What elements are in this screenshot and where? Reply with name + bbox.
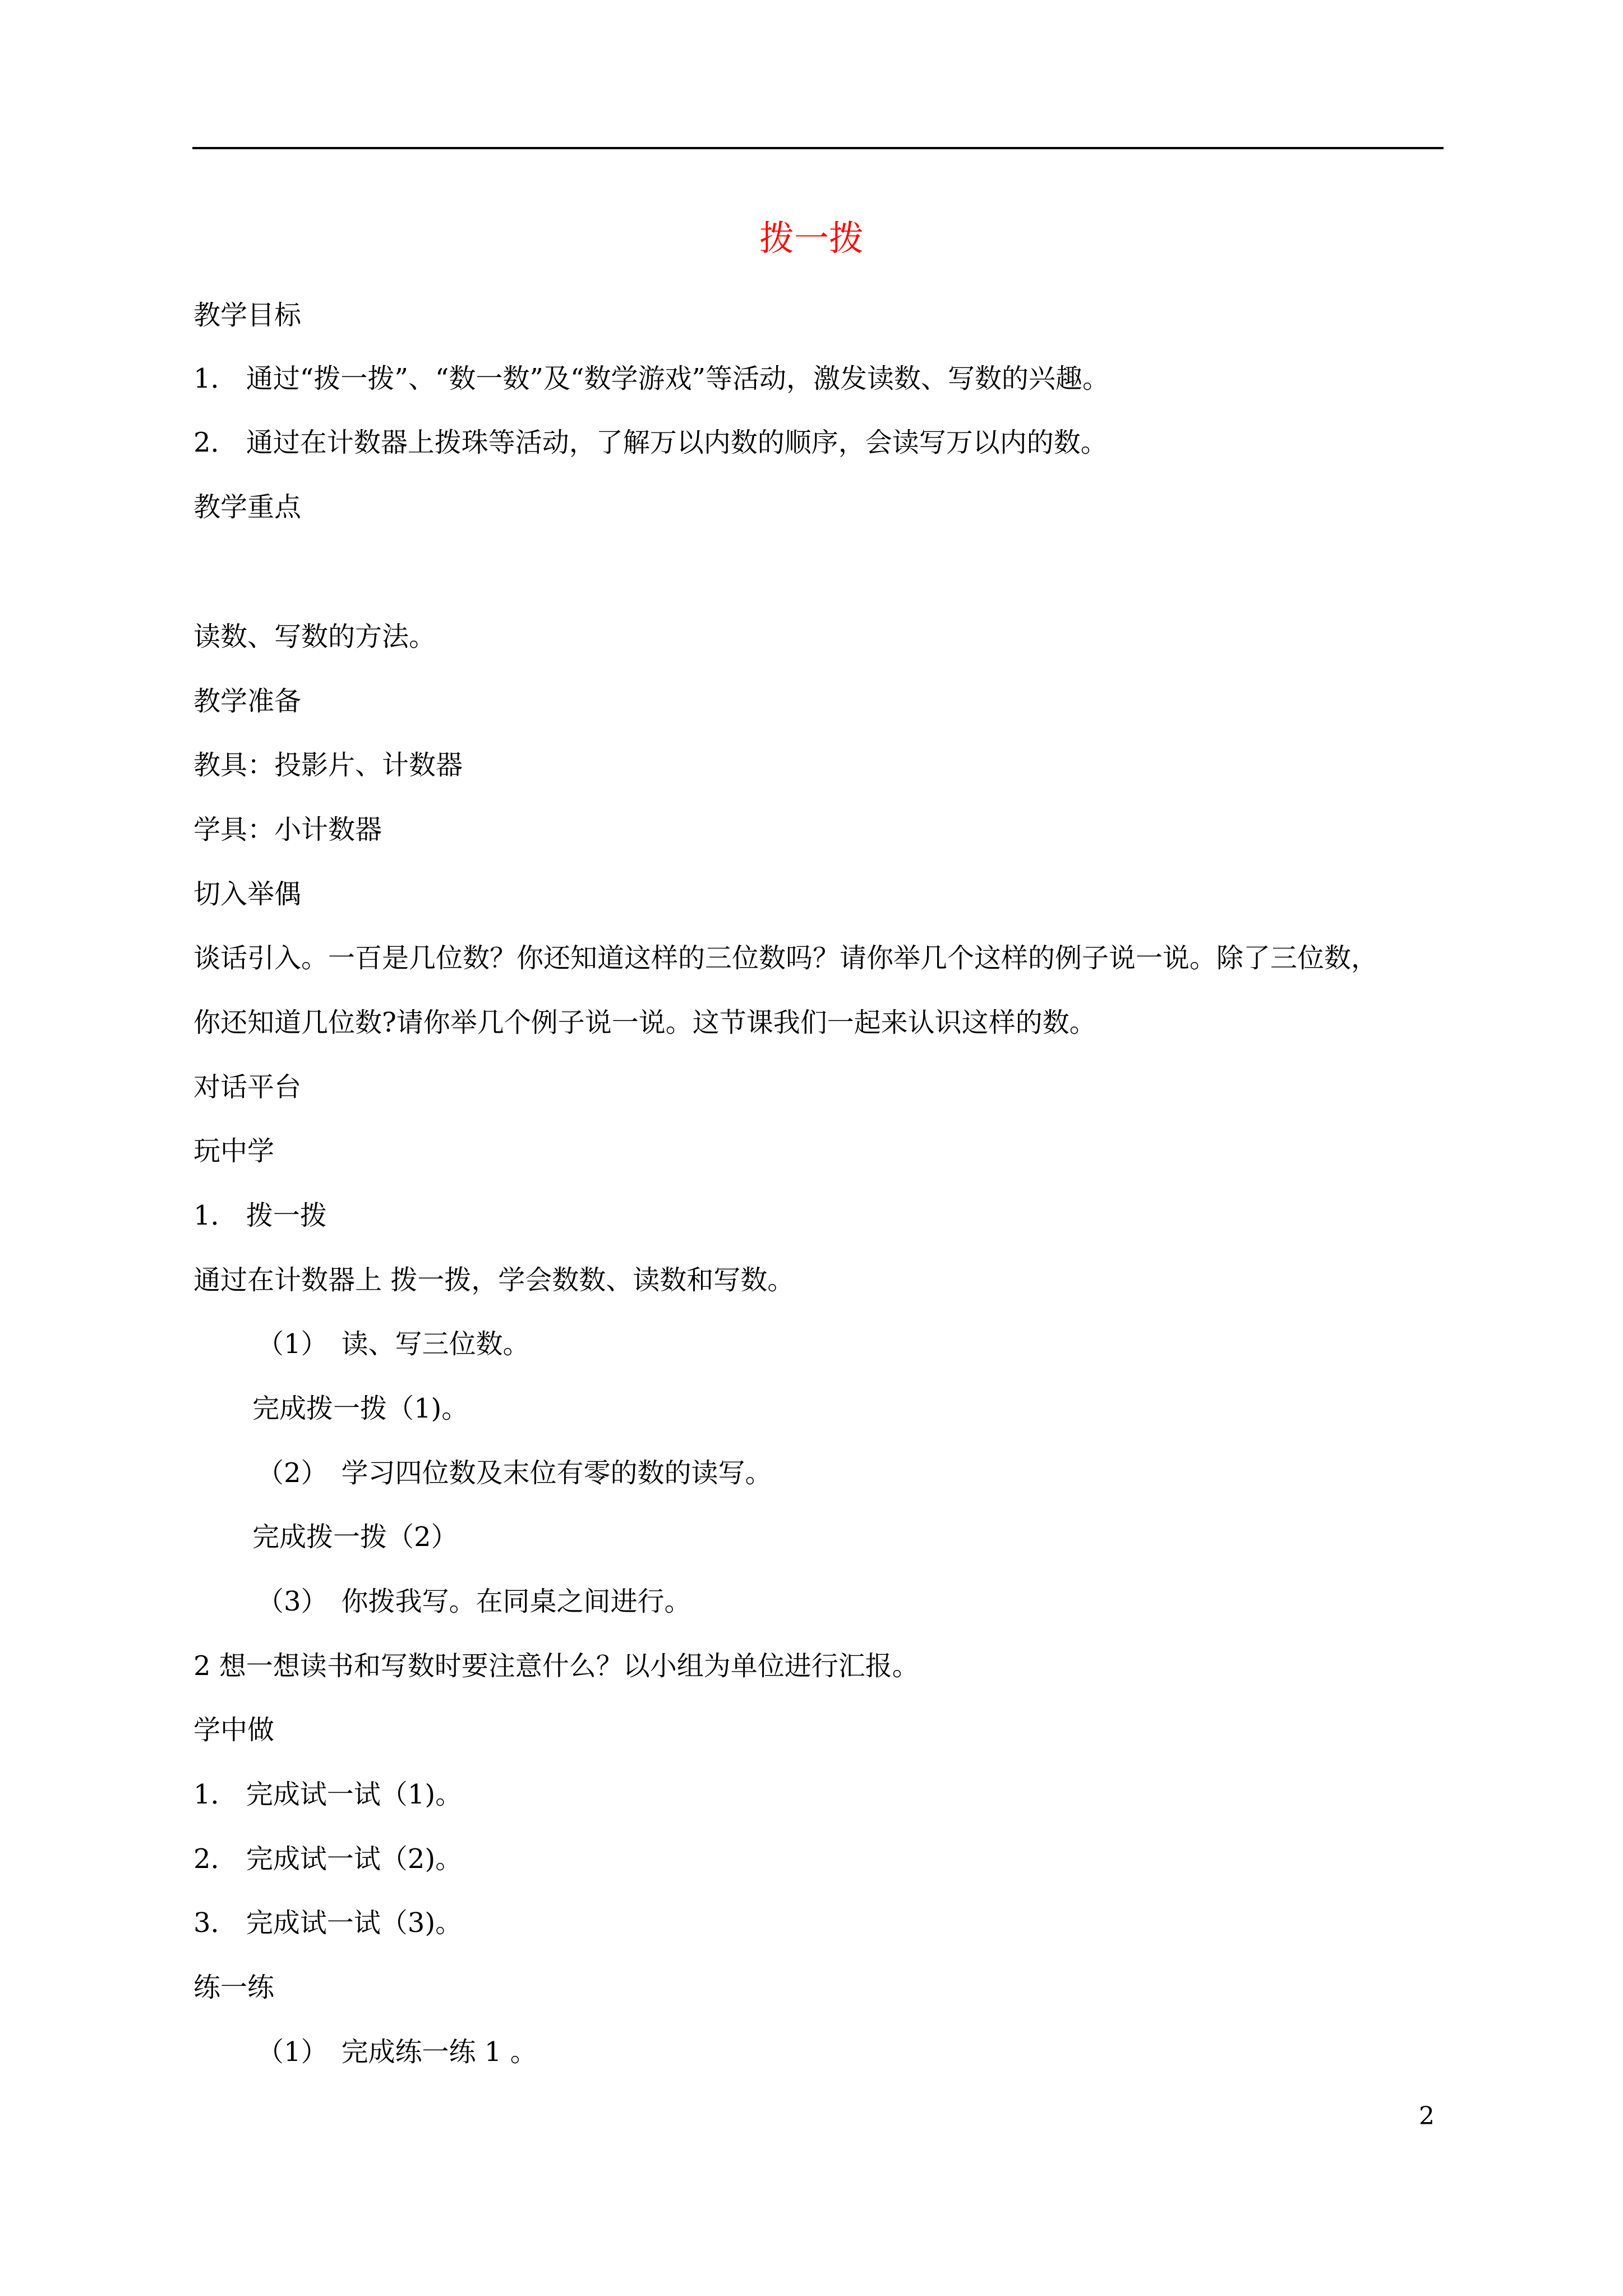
- heading-learn-through-play: 玩中学: [193, 1135, 275, 1167]
- sub-item-2-task: 完成拨一拨（2）: [252, 1521, 458, 1553]
- try-item-1: 1． 完成试一试（1)。: [193, 1779, 463, 1810]
- practice-item-1: （1） 完成练一练 1 。: [257, 2036, 537, 2068]
- prep-teacher-tools: 教具：投影片、计数器: [193, 749, 463, 781]
- heading-practice: 练一练: [193, 1972, 275, 2003]
- sub-item-3: （3） 你拨我写。在同桌之间进行。: [257, 1586, 691, 1617]
- sub-item-1-task: 完成拨一拨（1)。: [252, 1393, 469, 1424]
- document-title: 拨一拨: [759, 218, 864, 259]
- prep-student-tools: 学具：小计数器: [193, 814, 382, 845]
- goal-item-1: 1． 通过“拨一拨”、“数一数”及“数学游戏”等活动，激发读数、写数的兴趣。: [193, 363, 1110, 394]
- heading-teaching-prep: 教学准备: [193, 685, 302, 717]
- goal-item-2: 2． 通过在计数器上拨珠等活动，了解万以内数的顺序，会读写万以内的数。: [193, 427, 1108, 458]
- page-number: 2: [1419, 2102, 1435, 2131]
- heading-dialogue-platform: 对话平台: [193, 1071, 302, 1103]
- try-item-2: 2． 完成试一试（2)。: [193, 1843, 463, 1875]
- sub-item-2: （2） 学习四位数及末位有零的数的读写。: [257, 1457, 772, 1489]
- heading-introduction: 切入举偶: [193, 878, 302, 910]
- heading-learn-by-doing: 学中做: [193, 1714, 275, 1746]
- intro-paragraph-line-2: 你还知道几位数?请你举几个例子说一说。这节课我们一起来认识这样的数。: [193, 1007, 1096, 1038]
- activity-1-heading: 1． 拨一拨: [193, 1200, 327, 1231]
- header-rule: [192, 147, 1444, 149]
- activity-2: 2 想一想读书和写数时要注意什么？以小组为单位进行汇报。: [193, 1650, 919, 1682]
- sub-item-1: （1） 读、写三位数。: [257, 1328, 530, 1360]
- intro-paragraph-line-1: 谈话引入。一百是几位数？你还知道这样的三位数吗？请你举几个这样的例子说一说。除了三位数，: [193, 942, 1378, 974]
- focus-text: 读数、写数的方法。: [193, 621, 436, 652]
- activity-1-description: 通过在计数器上 拨一拨，学会数数、读数和写数。: [193, 1264, 795, 1296]
- heading-teaching-goals: 教学目标: [193, 300, 302, 331]
- heading-teaching-focus: 教学重点: [193, 491, 302, 523]
- try-item-3: 3． 完成试一试（3)。: [193, 1907, 463, 1939]
